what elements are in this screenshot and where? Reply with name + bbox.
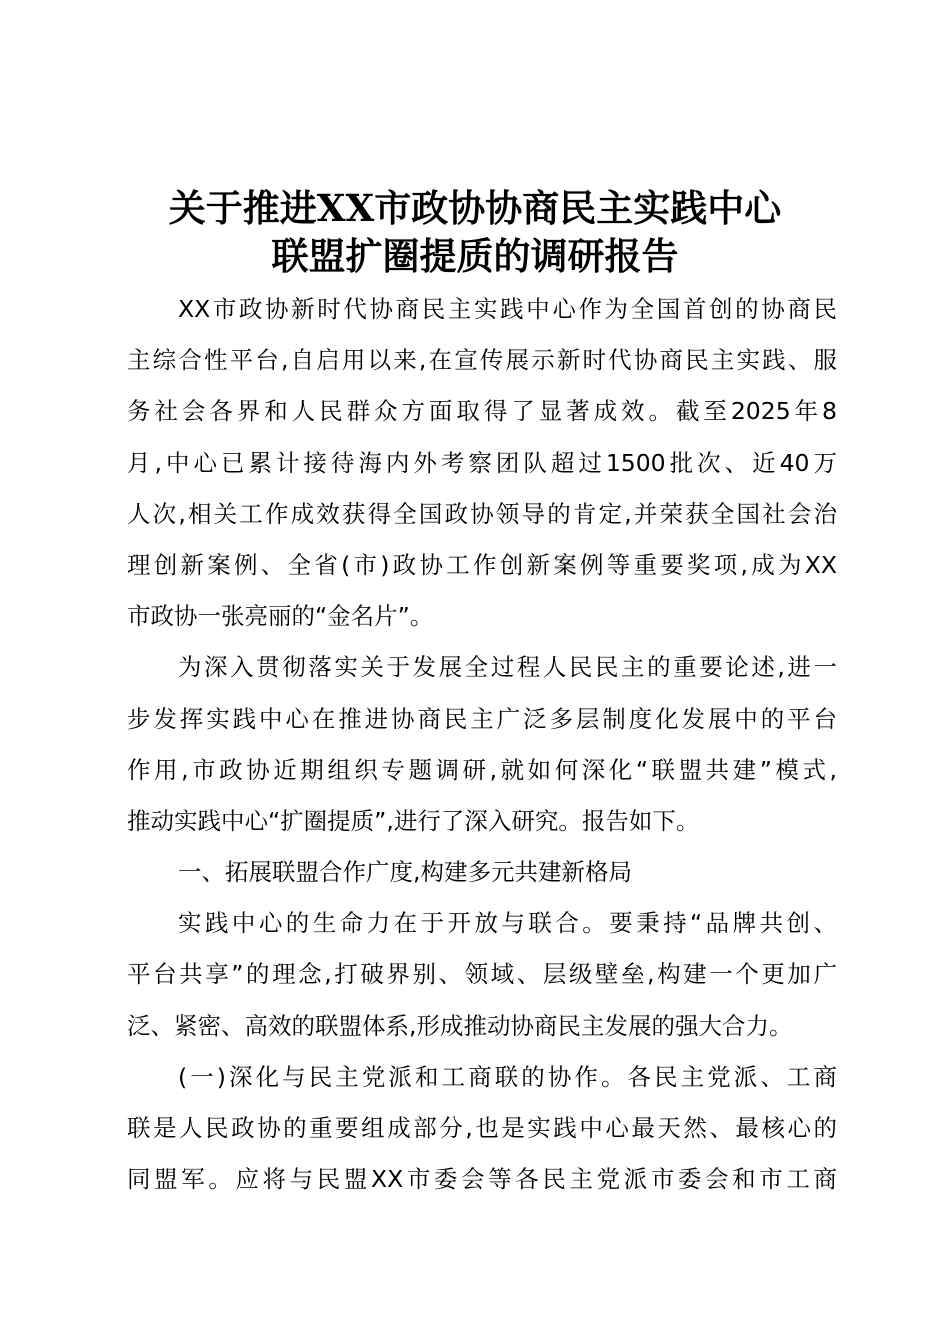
- paragraph-3-line-1: 实践中心的生命力在于开放与联合。要秉持“品牌共创、: [178, 909, 837, 938]
- paragraph-2-line-3: 作用,市政协近期组织专题调研,就如何深化“联盟共建”模式,: [127, 755, 837, 784]
- paragraph-1-line-7: 市政协一张亮丽的“金名片”。: [127, 602, 434, 631]
- section-heading-1: 一、拓展联盟合作广度,构建多元共建新格局: [178, 858, 632, 887]
- paragraph-2-line-2: 步发挥实践中心在推进协商民主广泛多层制度化发展中的平台: [127, 704, 837, 733]
- paragraph-4-line-3: 同盟军。应将与民盟XX市委会等各民主党派市委会和市工商: [127, 1165, 837, 1194]
- paragraph-1-line-3: 务社会各界和人民群众方面取得了显著成效。截至2025年8: [127, 397, 837, 426]
- paragraph-1-line-2: 主综合性平台,自启用以来,在宣传展示新时代协商民主实践、服: [127, 346, 837, 375]
- paragraph-3-line-2: 平台共享”的理念,打破界别、领域、层级壁垒,构建一个更加广: [127, 960, 837, 989]
- paragraph-1-line-1: XX市政协新时代协商民主实践中心作为全国首创的协商民: [178, 295, 837, 323]
- paragraph-1-line-4: 月,中心已累计接待海内外考察团队超过1500批次、近40万: [127, 448, 837, 477]
- paragraph-3-line-3: 泛、紧密、高效的联盟体系,形成推动协商民主发展的强大合力。: [127, 1011, 793, 1040]
- paragraph-2-line-4: 推动实践中心“扩圈提质”,进行了深入研究。报告如下。: [127, 806, 700, 835]
- document-title-line-1: 关于推进XX市政协协商民主实践中心: [168, 186, 782, 230]
- paragraph-2-line-1: 为深入贯彻落实关于发展全过程人民民主的重要论述,进一: [178, 653, 837, 682]
- paragraph-4-line-2: 联是人民政协的重要组成部分,也是实践中心最天然、最核心的: [127, 1114, 837, 1142]
- paragraph-1-line-6: 理创新案例、全省(市)政协工作创新案例等重要奖项,成为XX: [127, 550, 837, 579]
- document-body: [127, 284, 837, 1205]
- paragraph-4-line-1: (一)深化与民主党派和工商联的协作。各民主党派、工商: [178, 1062, 837, 1091]
- paragraph-1-line-5: 人次,相关工作成效获得全国政协领导的肯定,并荣获全国社会治: [127, 499, 837, 528]
- document-title-line-2: 联盟扩圈提质的调研报告: [271, 234, 679, 278]
